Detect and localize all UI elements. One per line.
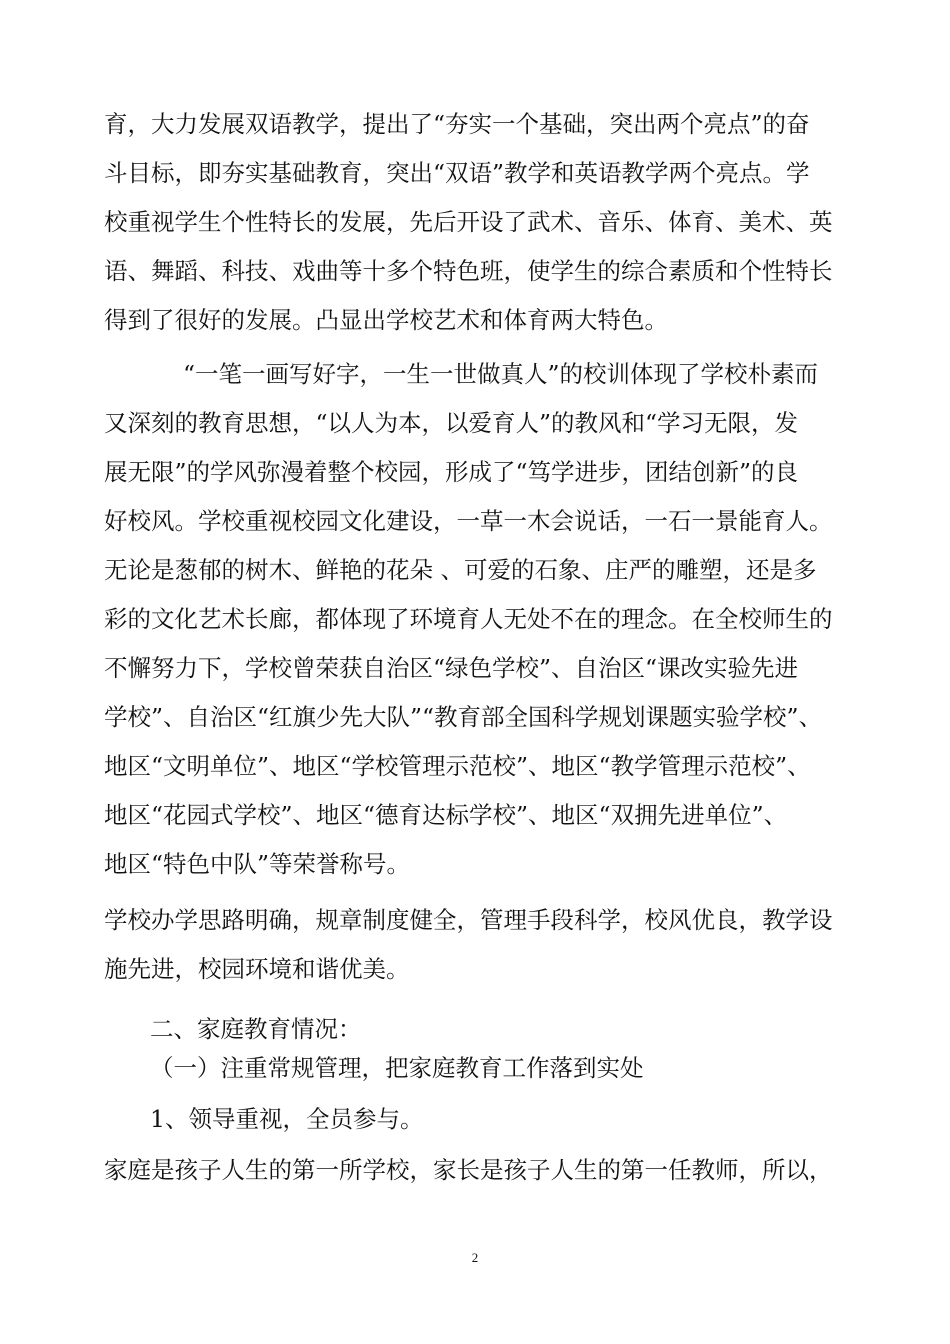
text-line: 彩的文化艺术长廊，都体现了环境育人无处不在的理念。在全校师生的 <box>104 605 833 633</box>
section-heading: 二、家庭教育情况： <box>150 1015 362 1043</box>
paragraph-4: 家庭是孩子人生的第一所学校，家长是孩子人生的第一任教师，所以， <box>104 1156 833 1184</box>
text-line: 又深刻的教育思想，“以人为本，以爱育人”的教风和“学习无限，发 <box>104 409 799 437</box>
text-line: 无论是葱郁的树木、鲜艳的花朵 、可爱的石象、庄严的雕塑，还是多 <box>104 556 817 584</box>
page-number: 2 <box>471 1250 479 1265</box>
text-line: 语、舞蹈、科技、戏曲等十多个特色班，使学生的综合素质和个性特长 <box>104 257 833 285</box>
paragraph-3 <box>104 896 864 994</box>
paragraph-1 <box>104 100 864 345</box>
text-line: 学校”、自治区“红旗少先大队”“教育部全国科学规划课题实验学校”、 <box>104 703 823 731</box>
text-line: 斗目标，即夯实基础教育，突出“双语”教学和英语教学两个亮点。学 <box>104 159 810 187</box>
text-line: 地区“花园式学校”、地区“德育达标学校”、地区“双拥先进单位”、 <box>104 801 788 829</box>
text-line: 地区“特色中队”等荣誉称号。 <box>104 850 411 878</box>
text-line: 校重视学生个性特长的发展，先后开设了武术、音乐、体育、美术、英 <box>104 208 833 236</box>
text-line: 得到了很好的发展。凸显出学校艺术和体育两大特色。 <box>104 306 668 334</box>
text-line: 学校办学思路明确，规章制度健全，管理手段科学，校风优良，教学设 <box>104 906 833 934</box>
text-line: “一笔一画写好字，一生一世做真人”的校训体现了学校朴素而 <box>183 360 819 388</box>
item-heading: 1、领导重视，全员参与。 <box>150 1105 424 1133</box>
text-line: 育，大力发展双语教学，提出了“夯实一个基础，突出两个亮点”的奋 <box>104 110 810 138</box>
text-line: 地区“文明单位”、地区“学校管理示范校”、地区“教学管理示范校”、 <box>104 752 811 780</box>
text-line: 展无限”的学风弥漫着整个校园，形成了“笃学进步，团结创新”的良 <box>104 458 799 486</box>
text-line: 不懈努力下，学校曾荣获自治区“绿色学校”、自治区“课改实验先进 <box>104 654 799 682</box>
text-line: 好校风。学校重视校园文化建设，一草一木会说话，一石一景能育人。 <box>104 507 833 535</box>
paragraph-2 <box>104 350 864 889</box>
text-line: 施先进，校园环境和谐优美。 <box>104 955 410 983</box>
subsection-heading: （一）注重常规管理，把家庭教育工作落到实处 <box>150 1054 644 1082</box>
